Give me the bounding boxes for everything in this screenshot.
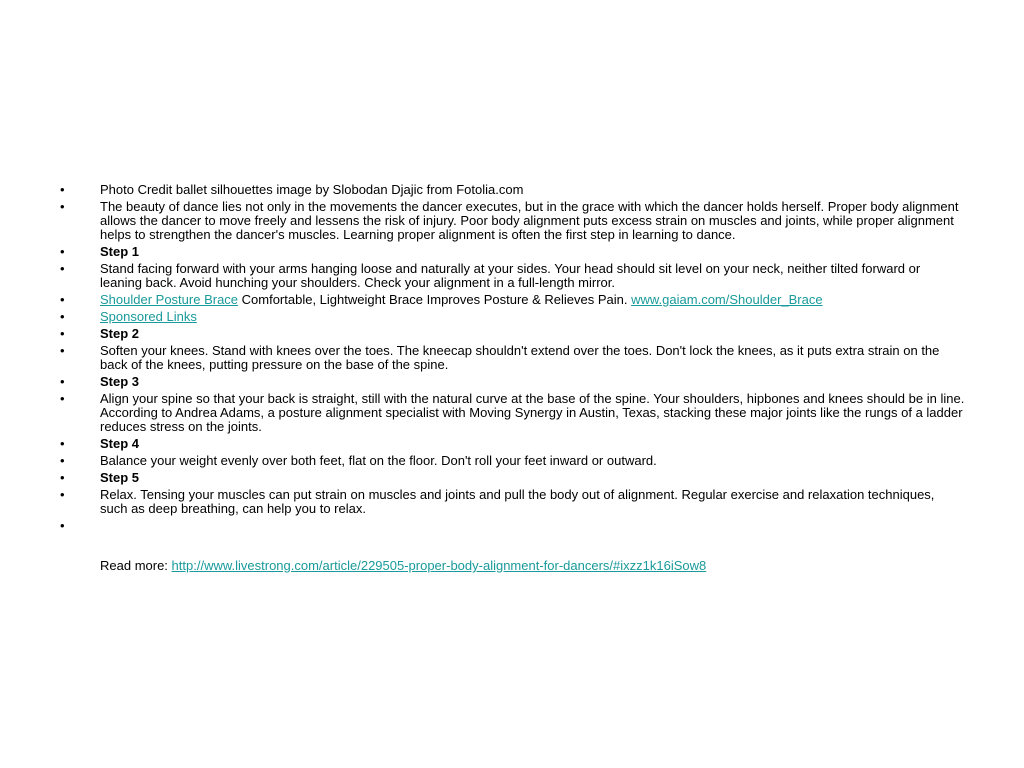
bullet-icon: • <box>60 199 65 214</box>
bullet-icon: • <box>60 453 65 468</box>
bullet-icon: • <box>60 343 65 358</box>
list-item-step2-text <box>60 344 965 372</box>
list-item-intro <box>60 200 965 242</box>
bullet-icon: • <box>60 391 65 406</box>
list-item-step4-text <box>60 454 965 468</box>
read-more-label: Read more: <box>100 558 172 573</box>
bullet-icon: • <box>60 470 65 485</box>
bullet-icon: • <box>60 518 65 533</box>
ad-title-link[interactable]: Shoulder Posture Brace <box>100 292 239 307</box>
list-item-step1-heading <box>60 245 965 259</box>
list-item-sponsored <box>60 310 965 324</box>
step5-text: Relax. Tensing your muscles can put strain on muscles and joints and pull the body out of alignment. Regular exercise and relaxation techniques, such as deep breathing, can help you to relax. <box>100 487 935 516</box>
list-item-photo-credit <box>60 183 965 197</box>
read-more <box>100 559 980 573</box>
read-more-link[interactable]: http://www.livestrong.com/article/229505-proper-body-alignment-for-dancers/#ixzz1k16iSow8 <box>171 558 707 573</box>
bullet-icon: • <box>60 326 65 341</box>
list-item-step5-heading <box>60 471 965 485</box>
list-item-step5-text <box>60 488 965 516</box>
intro-text: The beauty of dance lies not only in the movements the dancer executes, but in the grace with which the dancer holds herself. Proper body alignment allows the dancer to move freely and lessens the risk of injury. Poor body alignment puts excess strain on muscles and joints, while proper alignment helps to strengthen the dancer's muscles. Learning proper alignment is often the first step in learning to dance. <box>100 199 959 242</box>
list-item-step2-heading <box>60 327 965 341</box>
list-item-step1-text <box>60 262 965 290</box>
step4-text: Balance your weight evenly over both feet, flat on the floor. Don't roll your feet inward or outward. <box>100 453 657 468</box>
step1-heading: Step 1 <box>100 244 140 259</box>
bullet-icon: • <box>60 436 65 451</box>
list-item-step3-text <box>60 392 965 434</box>
list-item-step4-heading <box>60 437 965 451</box>
bullet-list <box>60 182 965 533</box>
step3-text: Align your spine so that your back is straight, still with the natural curve at the base of the spine. Your shoulders, hipbones and knees should be in line. According to Andrea Adams, a posture alignment specialist with Moving Synergy in Austin, Texas, stacking these major joints like the rungs of a ladder reduces stress on the joints. <box>100 391 965 434</box>
step2-text: Soften your knees. Stand with knees over the toes. The kneecap shouldn't extend over the toes. Don't lock the knees, as it puts extra strain on the back of the knees, putting pressure on the base of the spine. <box>100 343 940 372</box>
sponsored-links-link[interactable]: Sponsored Links <box>100 309 197 324</box>
bullet-icon: • <box>60 374 65 389</box>
step3-heading: Step 3 <box>100 374 140 389</box>
step5-heading: Step 5 <box>100 470 140 485</box>
photo-credit-text: Photo Credit ballet silhouettes image by Slobodan Djajic from Fotolia.com <box>100 182 524 197</box>
step2-heading: Step 2 <box>100 326 140 341</box>
bullet-icon: • <box>60 292 65 307</box>
bullet-icon: • <box>60 244 65 259</box>
bullet-icon: • <box>60 261 65 276</box>
ad-description: Comfortable, Lightweight Brace Improves Posture & Relieves Pain. <box>238 292 632 307</box>
list-item-ad <box>60 293 965 307</box>
bullet-icon: • <box>60 182 65 197</box>
step4-heading: Step 4 <box>100 436 140 451</box>
bullet-icon: • <box>60 487 65 502</box>
bullet-icon: • <box>60 309 65 324</box>
ad-url-link[interactable]: www.gaiam.com/Shoulder_Brace <box>631 292 823 307</box>
list-item-step3-heading <box>60 375 965 389</box>
step1-text: Stand facing forward with your arms hanging loose and naturally at your sides. Your head should sit level on your neck, neither tilted forward or leaning back. Avoid hunching your shoulders. Check your alignment in a full-length mirror. <box>100 261 921 290</box>
